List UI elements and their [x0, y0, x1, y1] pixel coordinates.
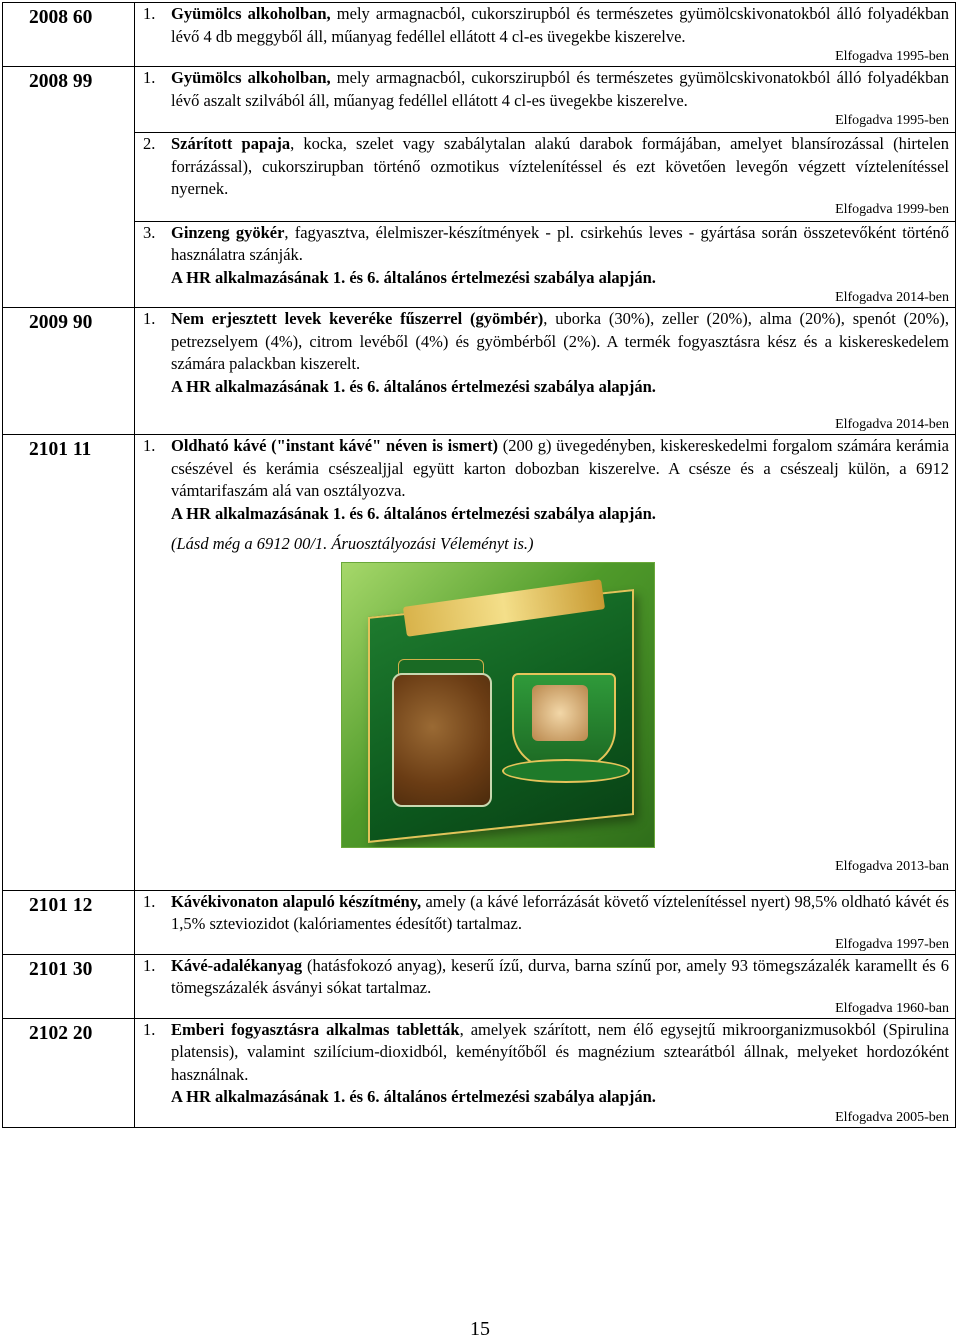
product-description: , kocka, szelet vagy szabálytalan alakú darabok formájában, amelyet blansírozással (hirtelen forrázással), cukorszirupban történő ozmotikus víztelenítéssel és ezt követően levegőn végzett víztelenítéssel nyernek.: [171, 134, 949, 198]
list-item: [141, 955, 949, 1000]
product-name: Gyümölcs alkoholban,: [171, 68, 331, 87]
table-row: [3, 3, 956, 67]
product-description: , uborka (30%), zeller (20%), alma (20%), spenót (20%), petrezselyem (4%), citrom levéből (4%) és gyömbérből (2%). A termék fogyasztásra kész és a kiskereskedelem számára palackban kiszerelt.: [171, 309, 949, 373]
tariff-code: 2009 90: [3, 308, 135, 435]
page-number: 15: [470, 1318, 490, 1340]
product-name: Oldható kávé ("instant kávé" néven is ismert): [171, 436, 499, 455]
table-row: [3, 435, 956, 891]
list-item: [141, 1019, 949, 1109]
classification-table: [2, 2, 956, 1128]
entry-number: 1.: [143, 436, 156, 455]
accepted-date: Elfogadva 1995-ben: [835, 113, 949, 128]
reference-note: (Lásd még a 6912 00/1. Áruosztályozási Véleményt is.): [171, 534, 534, 553]
hr-rule: A HR alkalmazásának 1. és 6. általános értelmezési szabálya alapján.: [171, 1087, 656, 1106]
table-row: [3, 67, 956, 308]
hr-rule: A HR alkalmazásának 1. és 6. általános értelmezési szabálya alapján.: [171, 267, 656, 287]
coffee-jar: [392, 673, 492, 807]
row-body: [135, 308, 956, 435]
table-row: [3, 954, 956, 1018]
row-body: [135, 1018, 956, 1127]
entry-number: 1.: [143, 4, 156, 23]
product-description: (hatásfokozó anyag), keserű ízű, durva, barna színű por, amely 93 tömegszázalék karamellt és 6 tömegszázalék ásványi sókat tartalmaz.: [171, 955, 949, 997]
row-body: [135, 954, 956, 1018]
list-item: [141, 133, 949, 201]
entry-number: 1.: [143, 1019, 156, 1039]
accepted-date: Elfogadva 2005-ben: [835, 1109, 949, 1125]
entry-number: 3.: [143, 222, 156, 242]
accepted-date: Elfogadva 2014-ben: [835, 290, 949, 305]
product-name: Kávékivonaton alapuló készítmény,: [171, 891, 422, 911]
accepted-date: Elfogadva 1997-ben: [835, 936, 949, 952]
entry-number: 1.: [143, 891, 156, 911]
list-item: [141, 308, 949, 398]
tariff-code: 2101 12: [3, 890, 135, 954]
accepted-date: Elfogadva 1995-ben: [835, 49, 949, 64]
list-item: [141, 891, 949, 936]
row-body: [135, 67, 956, 308]
product-photo: [341, 562, 655, 848]
cup-decoration: [532, 685, 588, 741]
tariff-code: 2101 11: [3, 435, 135, 891]
hr-rule: A HR alkalmazásának 1. és 6. általános értelmezési szabálya alapján.: [171, 503, 656, 523]
row-body: [135, 890, 956, 954]
list-item: [141, 222, 949, 290]
product-description: mely armagnacból, cukorszirupból és természetes gyümölcskivonatokból álló folyadékban lévő 4 db meggyből áll, műanyag fedéllel ellátott 4 cl-es üvegekbe kiszerelve.: [171, 4, 949, 46]
product-name: Kávé-adalékanyag: [171, 955, 303, 975]
hr-rule: A HR alkalmazásának 1. és 6. általános értelmezési szabálya alapján.: [171, 376, 656, 396]
accepted-date: Elfogadva 2014-ben: [835, 417, 949, 432]
list-item: [141, 3, 949, 48]
tariff-code: 2102 20: [3, 1018, 135, 1127]
product-description: amely (a kávé leforrázását követő víztelenítéssel nyert) 98,5% oldható kávét és 1,5% szteviozidot (kalóriamentes édesítőt) tartalmaz.: [171, 891, 949, 933]
tariff-code: 2008 99: [3, 67, 135, 308]
table-row: [3, 308, 956, 435]
product-description: , fagyasztva, élelmiszer-készítmények - pl. csirkehús leves - gyártása során összetevőként történő használatra szánják.: [171, 222, 949, 264]
entry-number: 1.: [143, 309, 156, 328]
table-row: [3, 1018, 956, 1127]
entry-number: 2.: [143, 134, 156, 153]
list-item: [141, 435, 949, 525]
product-name: Gyümölcs alkoholban,: [171, 4, 331, 23]
row-body: [135, 435, 956, 891]
entry-number: 1.: [143, 955, 156, 975]
product-name: Nem erjesztett levek keveréke fűszerrel (gyömbér): [171, 309, 544, 328]
saucer: [502, 759, 630, 783]
product-name: Emberi fogyasztásra alkalmas tabletták: [171, 1019, 460, 1039]
table-row: [3, 890, 956, 954]
tariff-code: 2101 30: [3, 954, 135, 1018]
accepted-date: Elfogadva 1960-ban: [835, 1000, 949, 1016]
product-description: (200 g) üvegedényben, kiskereskedelmi forgalom számára kerámia csészével és kerámia csészealjjal együtt karton dobozban kiszerelve. A csésze és a csészealj külön, a 6912 vámtarifaszám alá van osztályozva.: [171, 436, 949, 500]
list-item: [141, 67, 949, 112]
product-description: mely armagnacból, cukorszirupból és természetes gyümölcskivonatokból álló folyadékban lévő aszalt szilvából áll, műanyag fedéllel ellátott 4 cl-es üvegekbe kiszerelve.: [171, 68, 949, 110]
row-body: [135, 3, 956, 67]
tariff-code: 2008 60: [3, 3, 135, 67]
accepted-date: Elfogadva 1999-ben: [835, 201, 949, 217]
product-description: , amelyek szárított, nem élő egysejtű mikroorganizmusokból (Spirulina platensis), valamint szilícium-dioxidból, keményítőből és magnézium sztearátból állnak, melyeket hordozóként használnak.: [171, 1019, 949, 1084]
accepted-date: Elfogadva 2013-ban: [835, 858, 949, 874]
product-name: Ginzeng gyökér: [171, 222, 285, 242]
entry-number: 1.: [143, 68, 156, 87]
product-name: Szárított papaja: [171, 134, 291, 153]
